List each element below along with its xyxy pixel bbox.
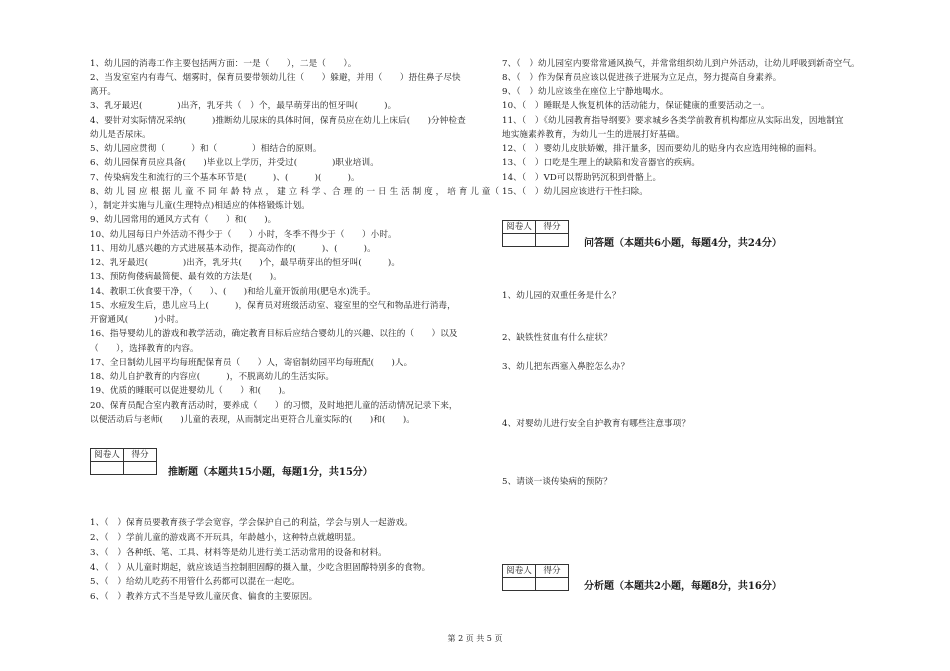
qa-question: 5、请谈一谈传染病的预防？ xyxy=(502,477,612,487)
score-box-judge xyxy=(90,448,157,475)
judge-line: 11、（ ）《幼儿园教育指导纲要》要求城乡各类学前教育机构都应从实际出发，因地制宜 xyxy=(502,116,844,126)
section-title-analysis: 分析题（本题共2小题，每题8分，共16分） xyxy=(584,581,782,592)
score-box-reviewer-label: 阅卷人 xyxy=(91,449,124,462)
fill-line: 15、水痘发生后，患儿应马上( )，保育员对班级活动室、寝室里的空气和物品进行消毒， xyxy=(90,301,456,311)
score-box-score-label: 得分 xyxy=(536,221,569,234)
fill-line: 开窗通风( )小时。 xyxy=(90,315,184,325)
fill-line: 7、传染病发生和流行的三个基本环节是( )、( )( )。 xyxy=(90,173,360,183)
fill-line: 10、幼儿园每日户外活动不得少于（ ）小时，冬季不得少于（ ）小时。 xyxy=(90,230,397,240)
judge-line: 12、（ ）婴幼儿皮肤娇嫩，排汗量多，因而要幼儿的贴身内衣应选用纯棉的面料。 xyxy=(502,144,822,154)
fill-line: 20、保育员配合室内教育活动时，要养成（ ）的习惯，及时地把儿童的活动情况记录下来， xyxy=(90,401,458,411)
qa-question: 2、缺铁性贫血有什么症状？ xyxy=(502,333,612,343)
judge-line: 14、（ ）VD可以帮助钙沉积到骨骼上。 xyxy=(502,173,662,183)
score-box-reviewer-cell xyxy=(503,234,536,247)
fill-line: 16、指导婴幼儿的游戏和教学活动，确定教育目标后应结合婴幼儿的兴趣、以往的（ ）以及 xyxy=(90,329,458,339)
fill-line: 以便活动后与老师( )儿童的表现，从而制定出更符合儿童实际的( )和( )。 xyxy=(90,415,415,425)
qa-question: 1、幼儿园的双重任务是什么？ xyxy=(502,291,621,301)
score-box-score-cell xyxy=(536,578,569,591)
fill-line: ），制定并实施与儿童(生理特点)相适应的体格锻炼计划。 xyxy=(90,201,310,211)
fill-line: 幼儿是否尿床。 xyxy=(90,130,151,140)
score-box-reviewer-cell xyxy=(503,578,536,591)
judge-line: 6、（ ）教养方式不当是导致儿童厌食、偏食的主要原因。 xyxy=(90,592,318,602)
judge-line: 1、（ ）保育员要教育孩子学会宽容，学会保护自己的利益，学会与别人一起游戏。 xyxy=(90,518,413,528)
score-box-score-cell xyxy=(124,462,157,475)
section-title-qa: 问答题（本题共6小题，每题4分，共24分） xyxy=(584,238,782,249)
fill-line: 1、幼儿园的消毒工作主要包括两方面：一是（ ），二是（ ）。 xyxy=(90,59,357,69)
fill-line: 17、全日制幼儿园平均每班配保育员（ ）人，寄宿制幼园平均每班配( )人。 xyxy=(90,358,413,368)
judge-line: 7、（ ）幼儿园室内要常常通风换气，并常常组织幼儿到户外活动，让幼儿呼吸到新奇空气。 xyxy=(502,59,860,69)
score-box-qa xyxy=(502,220,569,247)
judge-line: 15、（ ）幼儿园应该进行干性扫除。 xyxy=(502,187,648,197)
judge-line: 8、（ ）作为保育员应该以促进孩子进展为立足点，努力提高自身素养。 xyxy=(502,73,782,83)
section-title-judge: 推断题（本题共15小题，每题1分，共15分） xyxy=(168,467,373,478)
fill-line: 13、预防佝偻病最简便、最有效的方法是( )。 xyxy=(90,272,282,282)
fill-line: 5、幼儿园应贯彻（ ）和（ ）相结合的原则。 xyxy=(90,144,322,154)
judge-line: 9、（ ）幼儿应该坐在座位上宁静地喝水。 xyxy=(502,87,669,97)
fill-line: 6、幼儿园保育员应具备( )毕业以上学历，并受过( )职业培训。 xyxy=(90,158,379,168)
judge-line: 10、（ ）睡眠是人恢复机体的活动能力，保证健康的重要活动之一。 xyxy=(502,101,770,111)
score-box-analysis xyxy=(502,564,569,591)
fill-line: 离开。 xyxy=(90,87,117,97)
fill-line: 14、教职工伙食要干净，（ ）、( )和给儿童开饭前用(肥皂水)洗手。 xyxy=(90,287,376,297)
judge-line: 5、（ ）给幼儿吃药不用管什么药都可以混在一起吃。 xyxy=(90,577,300,587)
fill-line: 4、要针对实际情况采纳( )推断幼儿尿床的具体时间，保育员应在幼儿上床后( )分钟检查 xyxy=(90,116,466,126)
fill-line: 18、幼儿自护教育的内容应( )，不脱离幼儿的生活实际。 xyxy=(90,372,335,382)
qa-question: 3、幼儿把东西塞入鼻腔怎么办？ xyxy=(502,362,630,372)
fill-line: 11、用幼儿感兴趣的方式进展基本动作，提高动作的( )、( )。 xyxy=(90,244,376,254)
fill-line: 19、优质的睡眠可以促进婴幼儿（ ）和( )。 xyxy=(90,386,291,396)
fill-line: 9、幼儿园常用的通风方式有（ ）和( )。 xyxy=(90,215,277,225)
page-footer: 第 2 页 共 5 页 xyxy=(447,634,503,643)
judge-line: 3、（ ）各种纸、笔、工具、材料等是幼儿进行美工活动常用的设备和材料。 xyxy=(90,548,387,558)
judge-line: 13、（ ）口吃是生理上的缺陷和发音器官的疾病。 xyxy=(502,158,701,168)
score-box-reviewer-cell xyxy=(91,462,124,475)
judge-line: 4、（ ）从儿童时期起，就应该适当控制胆固醇的摄入量，少吃含胆固醇特别多的食物。 xyxy=(90,563,431,573)
score-box-score-label: 得分 xyxy=(536,565,569,578)
fill-line: （ ），选择教育的内容。 xyxy=(90,344,199,354)
score-box-reviewer-label: 阅卷人 xyxy=(503,221,536,234)
fill-line: 2、当发室室内有毒气、烟雾时，保育员要带领幼儿往（ ）躲避，并用（ ）捂住鼻子尽快 xyxy=(90,73,461,83)
fill-line: 3、乳牙最迟( )出齐，乳牙共（ ）个，最早萌芽出的恒牙叫( )。 xyxy=(90,101,397,111)
fill-line: 8、幼 儿 园 应 根 据 儿 童 不 同 年 龄 特 点 ， 建 立 科 学 、合 理 的 一 日 生 活 制 度 ， 培 育 儿 童（ xyxy=(90,187,517,197)
score-box-score-cell xyxy=(536,234,569,247)
qa-question: 4、对婴幼儿进行安全自护教育有哪些注意事项？ xyxy=(502,419,691,429)
judge-line: 地实施素养教育，为幼儿一生的进展打好基础。 xyxy=(502,130,685,140)
judge-line: 2、（ ）学前儿童的游戏离不开玩具，年龄越小，这种特点就越明显。 xyxy=(90,533,361,543)
fill-line: 12、乳牙最迟( )出齐，乳牙共( )个，最早萌芽出的恒牙叫( )。 xyxy=(90,258,401,268)
score-box-reviewer-label: 阅卷人 xyxy=(503,565,536,578)
score-box-score-label: 得分 xyxy=(124,449,157,462)
